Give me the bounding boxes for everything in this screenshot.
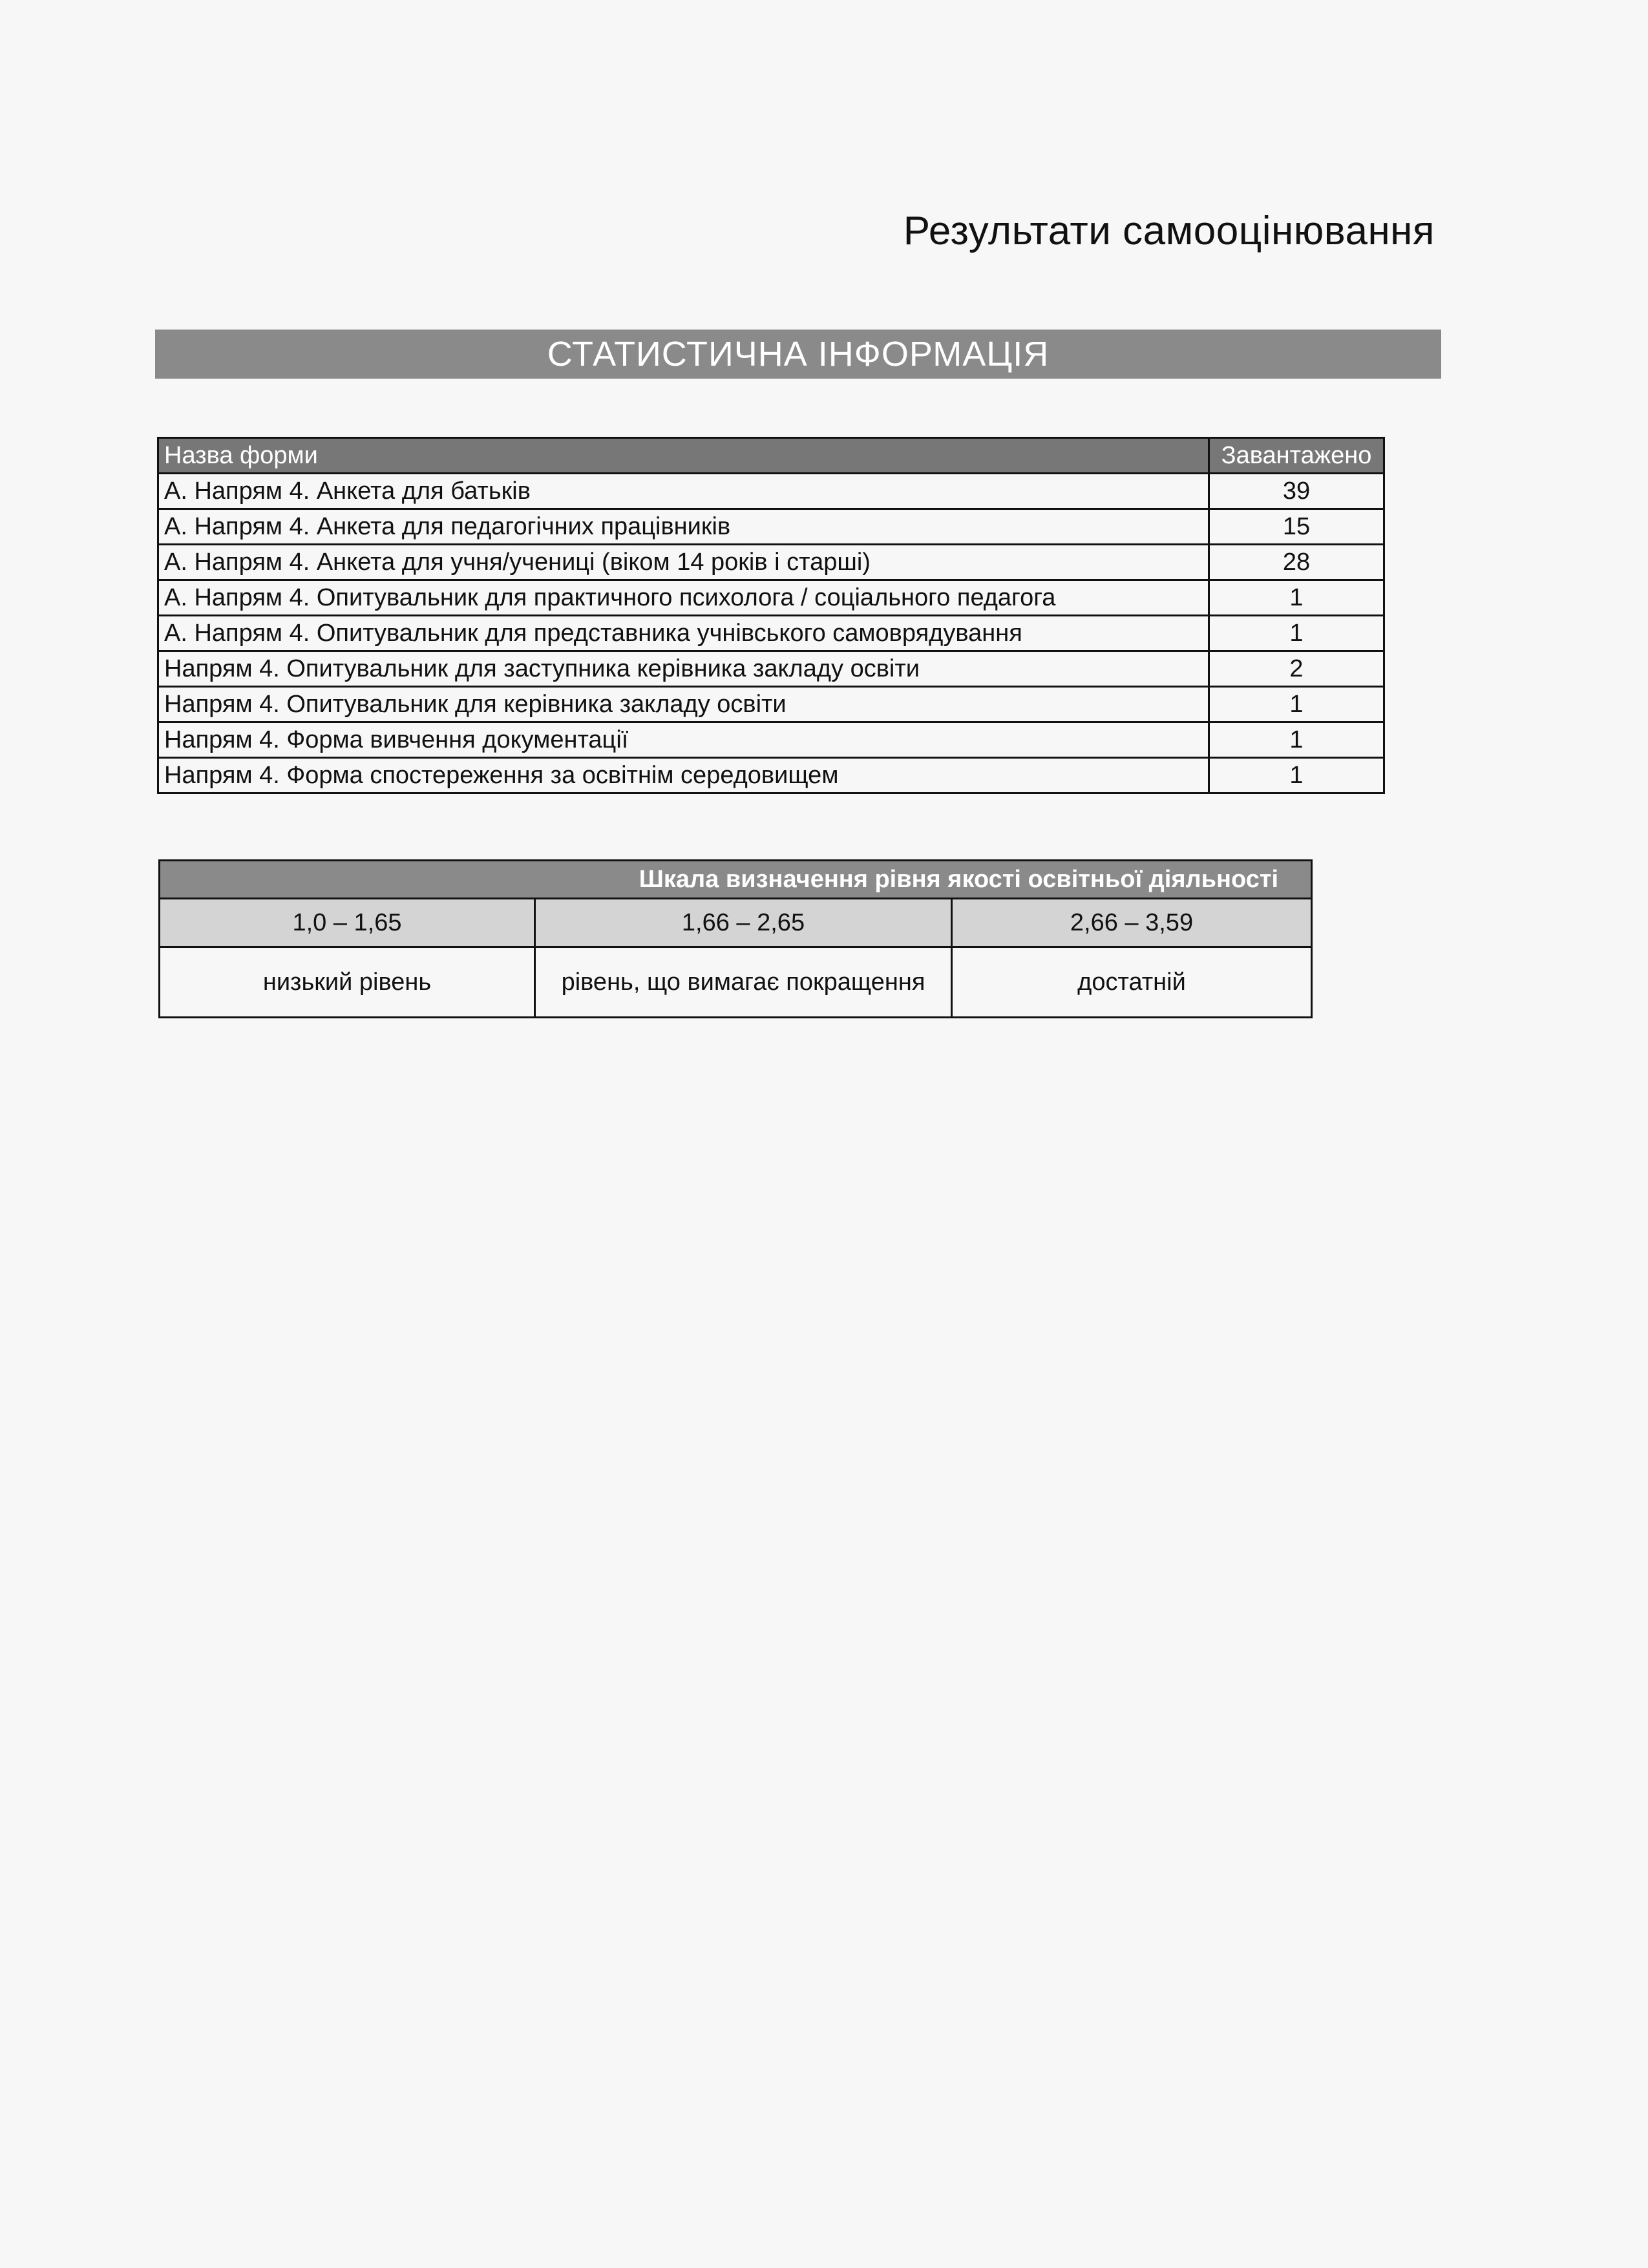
column-header-uploaded: Завантажено [1209, 438, 1384, 474]
table-row [158, 651, 1384, 687]
table-row [158, 580, 1384, 616]
uploaded-count-cell: 1 [1209, 722, 1384, 758]
table-row [158, 474, 1384, 509]
form-name-cell: А. Напрям 4. Опитувальник для практичного психолога / соціального педагога [158, 580, 1209, 616]
form-name-cell: А. Напрям 4. Анкета для батьків [158, 474, 1209, 509]
column-header-form-name: Назва форми [158, 438, 1209, 474]
scale-ranges-row [160, 899, 1312, 947]
page-title: Результати самооцінювання [903, 209, 1435, 253]
form-name-cell: А. Напрям 4. Анкета для учня/учениці (віком 14 років і старші) [158, 545, 1209, 580]
uploaded-count-cell: 28 [1209, 545, 1384, 580]
section-banner: СТАТИСТИЧНА ІНФОРМАЦІЯ [155, 330, 1441, 379]
table-row [158, 509, 1384, 545]
uploaded-count-cell: 15 [1209, 509, 1384, 545]
uploaded-count-cell: 1 [1209, 687, 1384, 722]
table-row [158, 616, 1384, 651]
table-row [158, 545, 1384, 580]
table-row [158, 758, 1384, 793]
scale-level-cell: низький рівень [160, 947, 535, 1018]
form-name-cell: Напрям 4. Форма вивчення документації [158, 722, 1209, 758]
form-name-cell: Напрям 4. Опитувальник для заступника керівника закладу освіти [158, 651, 1209, 687]
scale-range-cell: 1,66 – 2,65 [535, 899, 952, 947]
quality-scale-table [158, 859, 1313, 1018]
table-row [158, 722, 1384, 758]
uploaded-count-cell: 1 [1209, 758, 1384, 793]
uploaded-count-cell: 39 [1209, 474, 1384, 509]
uploaded-count-cell: 1 [1209, 580, 1384, 616]
uploaded-count-cell: 1 [1209, 616, 1384, 651]
scale-range-cell: 2,66 – 3,59 [952, 899, 1312, 947]
scale-title-row [160, 861, 1312, 899]
form-name-cell: Напрям 4. Опитувальник для керівника закладу освіти [158, 687, 1209, 722]
scale-range-cell: 1,0 – 1,65 [160, 899, 535, 947]
uploaded-count-cell: 2 [1209, 651, 1384, 687]
scale-table-title: Шкала визначення рівня якості освітньої діяльності [160, 861, 1312, 899]
table-header-row [158, 438, 1384, 474]
scale-level-cell: достатній [952, 947, 1312, 1018]
forms-table [157, 437, 1385, 794]
form-name-cell: А. Напрям 4. Опитувальник для представника учнівського самоврядування [158, 616, 1209, 651]
form-name-cell: Напрям 4. Форма спостереження за освітнім середовищем [158, 758, 1209, 793]
form-name-cell: А. Напрям 4. Анкета для педагогічних працівників [158, 509, 1209, 545]
table-row [158, 687, 1384, 722]
scale-level-cell: рівень, що вимагає покращення [535, 947, 952, 1018]
scale-levels-row [160, 947, 1312, 1018]
